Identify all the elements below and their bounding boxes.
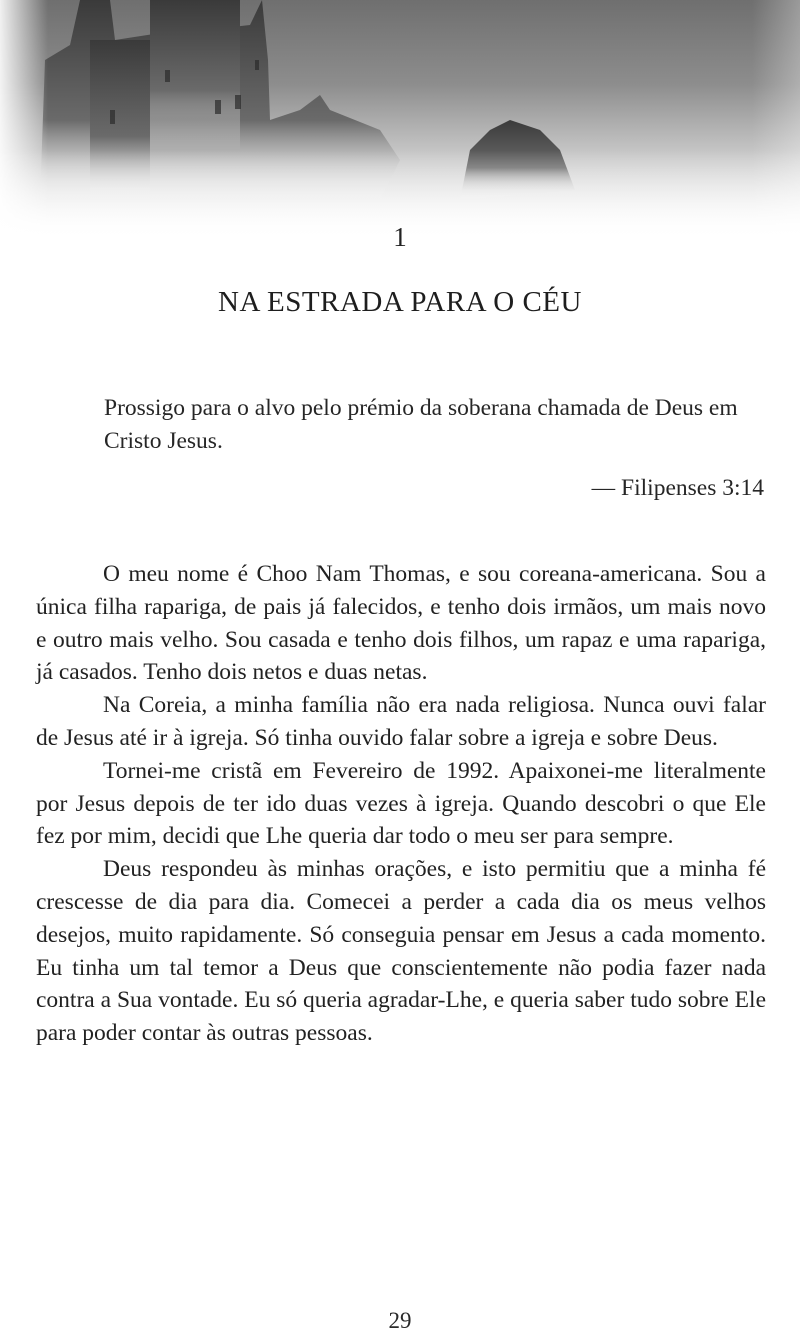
paragraph: Na Coreia, a minha família não era nada religiosa. Nunca ouvi falar de Jesus até ir à igreja. Só tinha ouvido falar sobre a igreja e sobre Deus. bbox=[36, 692, 766, 751]
castle-header-illustration bbox=[0, 0, 800, 240]
page-number: 29 bbox=[388, 1308, 412, 1333]
paragraph: Deus respondeu às minhas orações, e isto permitiu que a minha fé crescesse de dia para dia. Comecei a perder a cada dia os meus velhos desejos, muito rapidamente. Só conseguia pensar em Jesus a cada momento. Eu tinha um tal temor a Deus que conscientemente não podia fazer nada contra a Sua vontade. Eu só queria agradar-Lhe, e queria saber tudo sobre Ele para poder contar às outras pessoas. bbox=[36, 856, 766, 1047]
epigraph bbox=[104, 392, 764, 505]
chapter-number: 1 bbox=[393, 222, 407, 252]
epigraph-source: — Filipenses 3:14 bbox=[591, 475, 764, 501]
paragraph: Tornei-me cristã em Fevereiro de 1992. Apaixonei-me literalmente por Jesus depois de ter ido duas vezes à igreja. Quando descobri o que Ele fez por mim, decidi que Lhe queria dar todo o meu ser para sempre. bbox=[36, 757, 766, 850]
paragraph: O meu nome é Choo Nam Thomas, e sou coreana-americana. Sou a única filha rapariga, de pais já falecidos, e tenho dois irmãos, um mais novo e outro mais velho. Sou casada e tenho dois filhos, um rapaz e uma rapariga, já casados. Tenho dois netos e duas netas. bbox=[36, 561, 766, 686]
chapter-body bbox=[36, 558, 766, 1050]
chapter-title: NA ESTRADA PARA O CÉU bbox=[218, 286, 582, 318]
epigraph-quote: Prossigo para o alvo pelo prémio da soberana chamada de Deus em Cristo Jesus. bbox=[104, 395, 738, 454]
